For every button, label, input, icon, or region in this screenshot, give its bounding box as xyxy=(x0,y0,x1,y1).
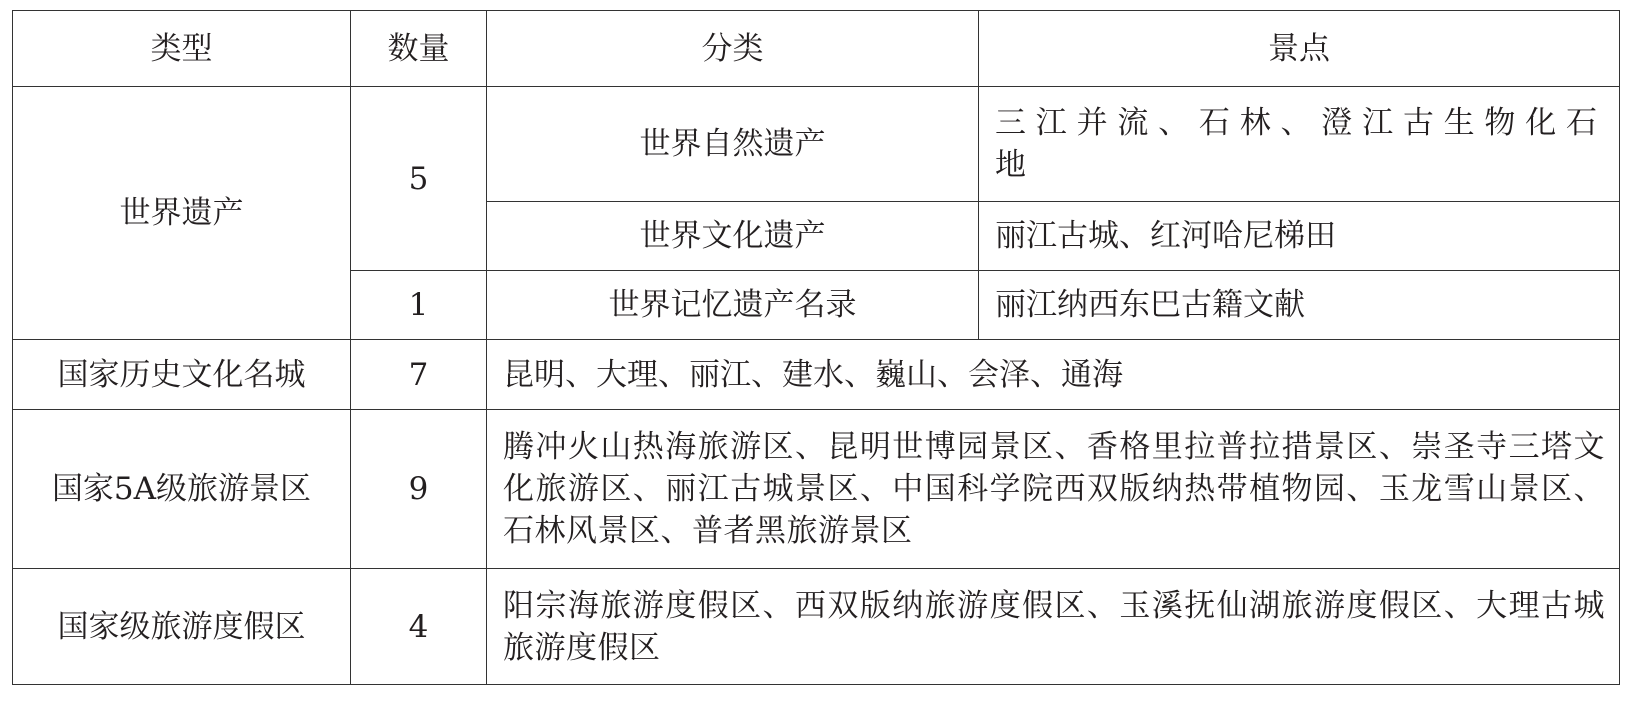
sites-memory: 丽江纳西东巴古籍文献 xyxy=(979,271,1620,340)
type-resorts: 国家级旅游度假区 xyxy=(13,569,351,685)
sites-historic-cities: 昆明、大理、丽江、建水、巍山、会泽、通海 xyxy=(487,340,1620,410)
category-cultural: 世界文化遗产 xyxy=(487,202,979,271)
table-row-natural-heritage xyxy=(13,87,1620,202)
sites-5a-scenic: 腾冲火山热海旅游区、昆明世博园景区、香格里拉普拉措景区、崇圣寺三塔文化旅游区、丽江古城景区、中国科学院西双版纳热带植物园、玉龙雪山景区、石林风景区、普者黑旅游景区 xyxy=(487,410,1620,569)
sites-resorts: 阳宗海旅游度假区、西双版纳旅游度假区、玉溪抚仙湖旅游度假区、大理古城旅游度假区 xyxy=(487,569,1620,685)
header-category: 分类 xyxy=(487,11,979,87)
header-sites: 景点 xyxy=(979,11,1620,87)
table-row-5a-scenic xyxy=(13,410,1620,569)
type-5a-scenic: 国家5A级旅游景区 xyxy=(13,410,351,569)
type-world-heritage: 世界遗产 xyxy=(13,87,351,340)
table-row-resorts xyxy=(13,569,1620,685)
header-type: 类型 xyxy=(13,11,351,87)
category-memory: 世界记忆遗产名录 xyxy=(487,271,979,340)
header-count: 数量 xyxy=(351,11,487,87)
type-historic-cities: 国家历史文化名城 xyxy=(13,340,351,410)
table-row-historic-cities xyxy=(13,340,1620,410)
count-world-heritage: 5 xyxy=(351,87,487,271)
category-natural: 世界自然遗产 xyxy=(487,87,979,202)
count-historic-cities: 7 xyxy=(351,340,487,410)
sites-cultural: 丽江古城、红河哈尼梯田 xyxy=(979,202,1620,271)
header-row xyxy=(13,11,1620,87)
heritage-table xyxy=(12,10,1620,685)
count-5a-scenic: 9 xyxy=(351,410,487,569)
count-memory: 1 xyxy=(351,271,487,340)
count-resorts: 4 xyxy=(351,569,487,685)
sites-natural: 三江并流、石林、澄江古生物化石地 xyxy=(979,87,1620,202)
